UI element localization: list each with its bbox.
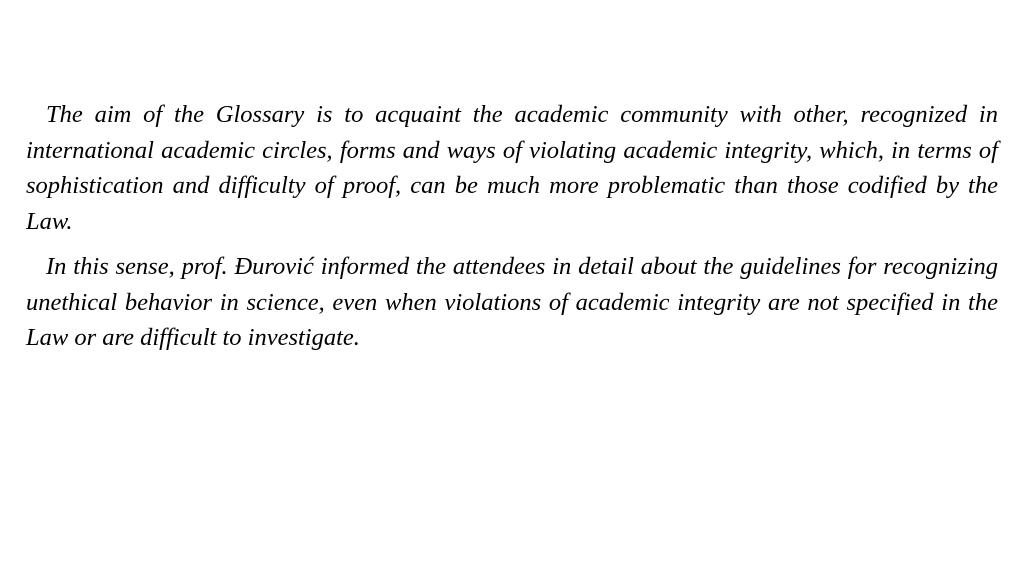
paragraph-glossary-aim: The aim of the Glossary is to acquaint the academic community with other, recognized in international academic circles, forms and ways of violating academic integrity, which, in terms of sophistication and difficulty of proof, can be much more problematic than those codified by the Law. <box>26 101 998 235</box>
paragraph-guidelines: In this sense, prof. Đurović informed the attendees in detail about the guidelines for recognizing unethical behavior in science, even when violations of academic integrity are not specified in the Law or are difficult to investigate. <box>26 253 998 351</box>
body-text <box>26 97 998 356</box>
